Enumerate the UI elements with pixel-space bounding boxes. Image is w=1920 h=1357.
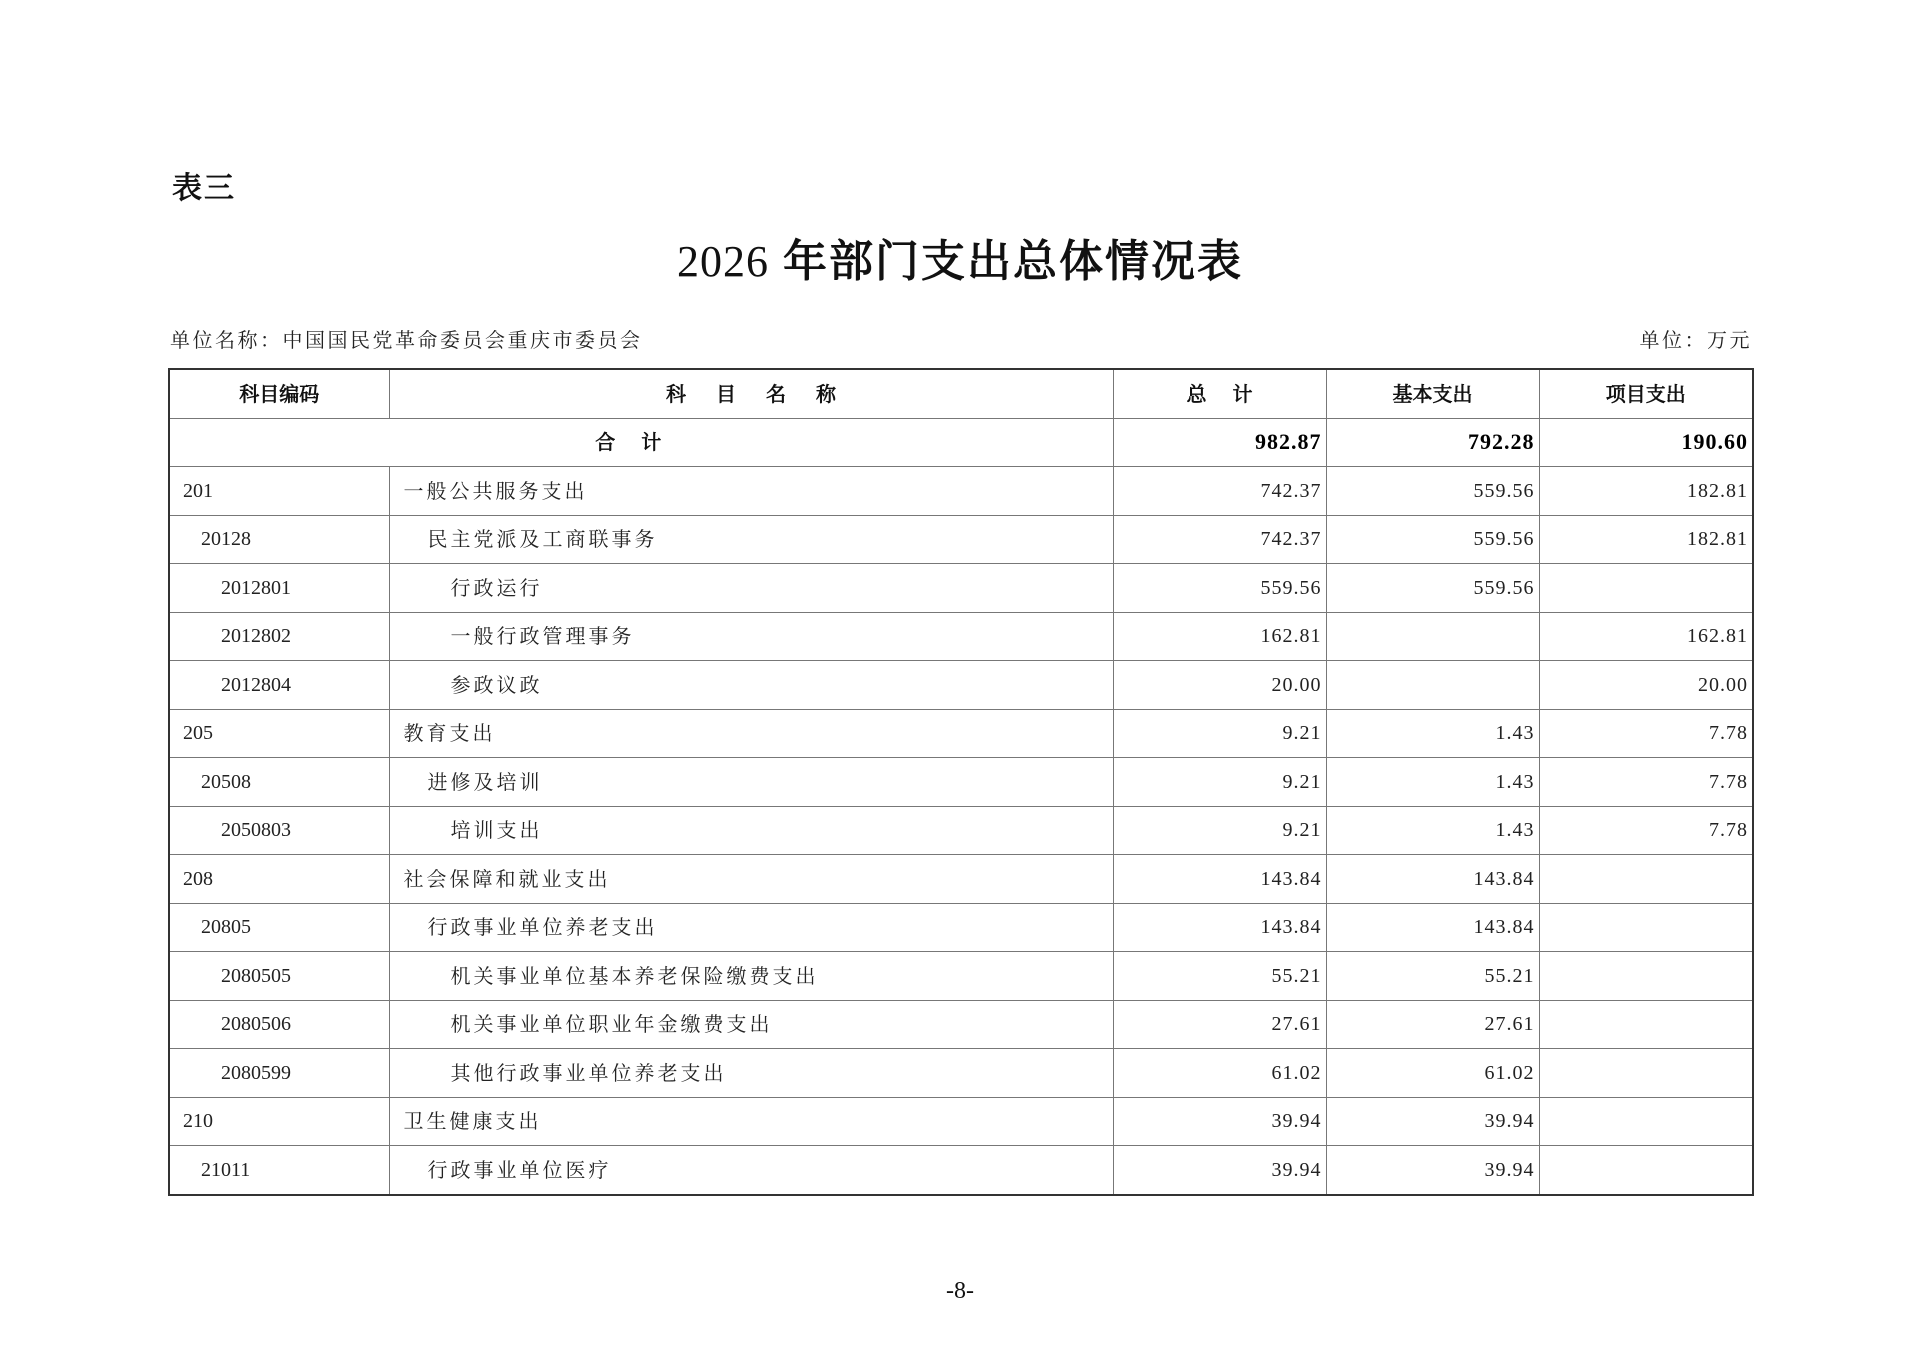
row-name: 行政事业单位养老支出 — [389, 903, 1113, 952]
table-row — [169, 952, 1753, 1001]
table-row — [169, 903, 1753, 952]
row-name: 教育支出 — [389, 709, 1113, 758]
row-basic — [1326, 612, 1539, 661]
row-total: 742.37 — [1113, 515, 1326, 564]
row-name: 民主党派及工商联事务 — [389, 515, 1113, 564]
row-name: 社会保障和就业支出 — [389, 855, 1113, 904]
row-project — [1539, 1000, 1753, 1049]
row-total: 20.00 — [1113, 661, 1326, 710]
row-code: 20508 — [169, 758, 389, 807]
row-code: 201 — [169, 467, 389, 516]
row-total: 39.94 — [1113, 1097, 1326, 1146]
table-row — [169, 806, 1753, 855]
row-total: 162.81 — [1113, 612, 1326, 661]
row-basic: 143.84 — [1326, 903, 1539, 952]
row-code: 20128 — [169, 515, 389, 564]
total-total: 982.87 — [1113, 418, 1326, 467]
header-basic: 基本支出 — [1326, 369, 1539, 418]
row-name: 机关事业单位职业年金缴费支出 — [389, 1000, 1113, 1049]
row-project: 162.81 — [1539, 612, 1753, 661]
table-row — [169, 1097, 1753, 1146]
table-row — [169, 612, 1753, 661]
row-basic: 39.94 — [1326, 1146, 1539, 1195]
row-total: 9.21 — [1113, 709, 1326, 758]
row-total: 9.21 — [1113, 758, 1326, 807]
row-name: 行政事业单位医疗 — [389, 1146, 1113, 1195]
table-row — [169, 855, 1753, 904]
row-code: 205 — [169, 709, 389, 758]
row-basic: 61.02 — [1326, 1049, 1539, 1098]
total-label: 合计 — [169, 418, 1113, 467]
row-project — [1539, 564, 1753, 613]
total-project: 190.60 — [1539, 418, 1753, 467]
document-title — [0, 236, 1920, 288]
row-project: 182.81 — [1539, 515, 1753, 564]
row-code: 2012801 — [169, 564, 389, 613]
row-project — [1539, 903, 1753, 952]
row-total: 39.94 — [1113, 1146, 1326, 1195]
header-project: 项目支出 — [1539, 369, 1753, 418]
table-row — [169, 758, 1753, 807]
header-name: 科目名称 — [389, 369, 1113, 418]
table-row — [169, 1049, 1753, 1098]
row-code: 21011 — [169, 1146, 389, 1195]
page-number: -8- — [946, 1278, 974, 1304]
total-row — [169, 418, 1753, 467]
table-meta — [170, 326, 1752, 354]
row-name: 卫生健康支出 — [389, 1097, 1113, 1146]
row-basic: 39.94 — [1326, 1097, 1539, 1146]
row-code: 2080599 — [169, 1049, 389, 1098]
row-project — [1539, 1097, 1753, 1146]
row-code: 2050803 — [169, 806, 389, 855]
row-basic: 1.43 — [1326, 806, 1539, 855]
total-basic: 792.28 — [1326, 418, 1539, 467]
header-total: 总计 — [1113, 369, 1326, 418]
unit-currency: 单位：万元 — [1639, 328, 1752, 352]
table-label: 表三 — [172, 171, 236, 206]
row-basic: 559.56 — [1326, 564, 1539, 613]
table-row — [169, 564, 1753, 613]
row-project: 182.81 — [1539, 467, 1753, 516]
row-code: 20805 — [169, 903, 389, 952]
row-basic: 143.84 — [1326, 855, 1539, 904]
unit-name: 单位名称：中国国民党革命委员会重庆市委员会 — [170, 328, 643, 352]
table-header-row — [169, 369, 1753, 418]
row-total: 559.56 — [1113, 564, 1326, 613]
row-code: 2080506 — [169, 1000, 389, 1049]
row-basic: 1.43 — [1326, 709, 1539, 758]
row-project — [1539, 1146, 1753, 1195]
row-code: 2080505 — [169, 952, 389, 1001]
table-row — [169, 1000, 1753, 1049]
row-project: 7.78 — [1539, 806, 1753, 855]
row-name: 一般公共服务支出 — [389, 467, 1113, 516]
row-project: 7.78 — [1539, 758, 1753, 807]
row-name: 参政议政 — [389, 661, 1113, 710]
row-project — [1539, 1049, 1753, 1098]
row-total: 143.84 — [1113, 855, 1326, 904]
row-basic: 559.56 — [1326, 467, 1539, 516]
row-basic: 559.56 — [1326, 515, 1539, 564]
table-row — [169, 467, 1753, 516]
row-project: 7.78 — [1539, 709, 1753, 758]
table-row — [169, 709, 1753, 758]
row-basic: 55.21 — [1326, 952, 1539, 1001]
table-row — [169, 661, 1753, 710]
row-project — [1539, 952, 1753, 1001]
row-code: 2012804 — [169, 661, 389, 710]
row-total: 61.02 — [1113, 1049, 1326, 1098]
row-total: 143.84 — [1113, 903, 1326, 952]
row-name: 机关事业单位基本养老保险缴费支出 — [389, 952, 1113, 1001]
row-name: 进修及培训 — [389, 758, 1113, 807]
row-total: 9.21 — [1113, 806, 1326, 855]
row-name: 其他行政事业单位养老支出 — [389, 1049, 1113, 1098]
row-code: 2012802 — [169, 612, 389, 661]
row-code: 208 — [169, 855, 389, 904]
table-row — [169, 515, 1753, 564]
row-project — [1539, 855, 1753, 904]
row-code: 210 — [169, 1097, 389, 1146]
title-text: 年部门支出总体情况表 — [783, 236, 1243, 287]
row-total: 27.61 — [1113, 1000, 1326, 1049]
title-year: 2026 — [677, 237, 769, 286]
row-basic: 1.43 — [1326, 758, 1539, 807]
table-row — [169, 1146, 1753, 1195]
row-name: 行政运行 — [389, 564, 1113, 613]
expenditure-table — [168, 368, 1754, 1196]
row-basic: 27.61 — [1326, 1000, 1539, 1049]
header-code: 科目编码 — [169, 369, 389, 418]
row-basic — [1326, 661, 1539, 710]
row-total: 55.21 — [1113, 952, 1326, 1001]
row-project: 20.00 — [1539, 661, 1753, 710]
row-total: 742.37 — [1113, 467, 1326, 516]
row-name: 培训支出 — [389, 806, 1113, 855]
row-name: 一般行政管理事务 — [389, 612, 1113, 661]
